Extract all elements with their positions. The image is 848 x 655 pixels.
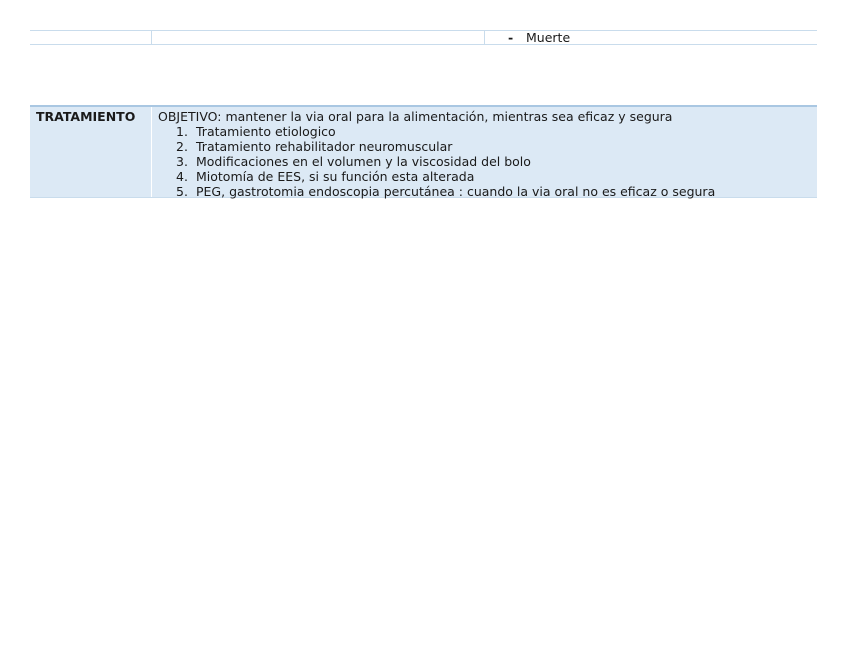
row-header-treatment: TRATAMIENTO — [36, 109, 136, 124]
list-item — [158, 154, 813, 169]
list-item — [508, 31, 570, 45]
previous-table-fragment — [30, 30, 817, 45]
list-number: 3. — [176, 154, 188, 169]
list-item — [158, 184, 813, 199]
table-cell-divider — [484, 31, 485, 44]
list-number: 4. — [176, 169, 188, 184]
list-number: 2. — [176, 139, 188, 154]
list-item-text: Miotomía de EES, si su función esta alterada — [196, 169, 475, 184]
list-item — [158, 169, 813, 184]
list-item-text: Muerte — [526, 30, 571, 45]
list-item-text: PEG, gastrotomia endoscopia percutánea : cuando la via oral no es eficaz o segura — [196, 184, 716, 199]
list-number: 5. — [176, 184, 188, 199]
treatment-table — [30, 105, 817, 198]
table-cell-divider — [151, 107, 152, 197]
bullet-marker: - — [508, 30, 514, 45]
list-item — [158, 139, 813, 154]
list-item-text: Tratamiento etiologico — [196, 124, 336, 139]
list-item-text: Modificaciones en el volumen y la viscosidad del bolo — [196, 154, 531, 169]
treatment-list — [158, 124, 813, 199]
list-number: 1. — [176, 124, 188, 139]
objective-text: OBJETIVO: mantener la via oral para la alimentación, mientras sea eficaz y segura — [158, 109, 673, 124]
table-cell-divider — [151, 31, 152, 44]
list-item-text: Tratamiento rehabilitador neuromuscular — [196, 139, 453, 154]
list-item — [158, 124, 813, 139]
treatment-content-cell — [158, 109, 813, 199]
